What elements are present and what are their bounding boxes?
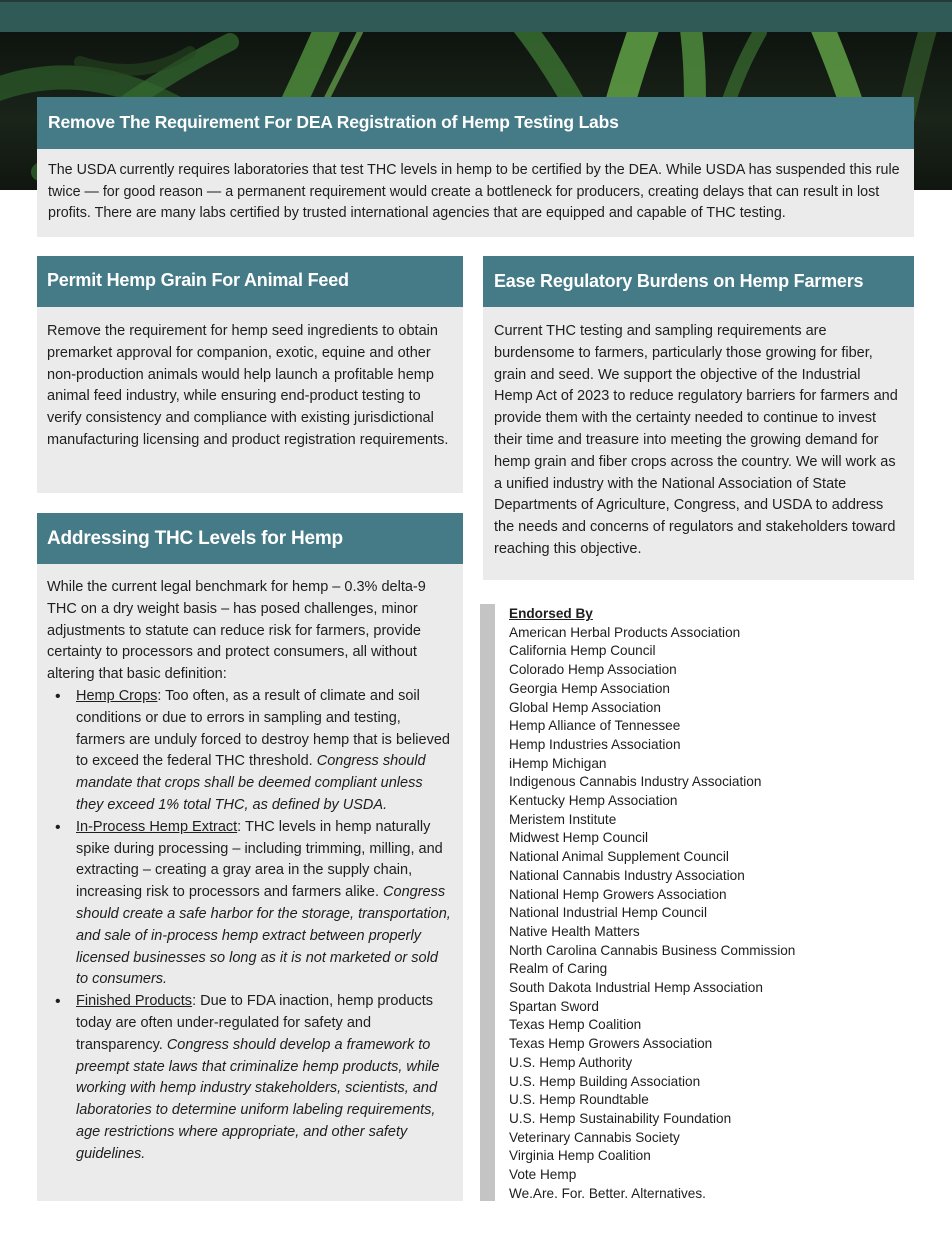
bullet-hemp-crops: [76, 686, 453, 817]
panel-title: Ease Regulatory Burdens on Hemp Farmers: [494, 271, 864, 291]
bullet-text: : THC levels in hemp naturally spike during processing – including trimming, milling, and extracting – creating a gray area in the supply chain, increasing risk to processors and farmers alike.: [76, 818, 443, 901]
endorser-item: Vote Hemp: [509, 1167, 577, 1183]
endorser-item: Global Hemp Association: [509, 699, 661, 715]
thc-bullet-list: [47, 686, 453, 1166]
bullet-term: Finished Products: [76, 993, 193, 1010]
endorser-item: Colorado Hemp Association: [509, 662, 677, 678]
endorser-item: Indigenous Cannabis Industry Association: [509, 774, 762, 790]
endorser-item: U.S. Hemp Authority: [509, 1054, 633, 1070]
endorser-item: Kentucky Hemp Association: [509, 793, 678, 809]
panel-title: Remove The Requirement For DEA Registration of Hemp Testing Labs: [48, 112, 619, 132]
endorser-item: National Animal Supplement Council: [509, 849, 729, 865]
panel-body: Remove the requirement for hemp seed ingredients to obtain premarket approval for companion, exotic, equine and other non-production animals would help launch a profitable hemp animal feed industry, while ensuring end-product testing to verify consistency and compliance with existing jurisdictional manufacturing licensing and product registration requirements.: [47, 323, 449, 448]
endorser-item: Hemp Industries Association: [509, 736, 681, 752]
bullet-text: : Too often, as a result of climate and soil conditions or due to errors in sampling and testing, farmers are unduly forced to destroy hemp that is believed to exceed the federal THC threshold.: [76, 687, 450, 770]
endorser-item: National Hemp Growers Association: [509, 886, 727, 902]
panel-title: Permit Hemp Grain For Animal Feed: [47, 270, 349, 290]
endorser-item: California Hemp Council: [509, 643, 656, 659]
endorser-item: Georgia Hemp Association: [509, 680, 670, 696]
endorser-item: U.S. Hemp Sustainability Foundation: [509, 1110, 732, 1126]
panel-title: Addressing THC Levels for Hemp: [47, 528, 343, 549]
bullet-text: : Due to FDA inaction, hemp products today are often under-regulated for safety and transparency.: [76, 993, 434, 1053]
bullet-emphasis: Congress should create a safe harbor for the storage, transportation, and sale of in-process hemp extract between properly licensed businesses so long as it is not marketed or sold to consumers.: [76, 884, 451, 988]
panel-header: [37, 256, 463, 307]
endorser-item: South Dakota Industrial Hemp Association: [509, 980, 763, 996]
endorser-item: National Industrial Hemp Council: [509, 905, 707, 921]
panel-header: [37, 513, 463, 564]
endorser-item: Realm of Caring: [509, 961, 608, 977]
endorser-item: U.S. Hemp Building Association: [509, 1073, 701, 1089]
bullet-in-process-extract: [76, 817, 453, 991]
endorsement-list: [509, 605, 795, 1204]
regulatory-burdens-panel: [483, 256, 914, 580]
bullet-emphasis: Congress should mandate that crops shall be deemed compliant unless they exceed 1% total THC, as defined by USDA.: [76, 753, 426, 813]
endorser-item: Texas Hemp Coalition: [509, 1017, 642, 1033]
thc-intro-text: While the current legal benchmark for hemp – 0.3% delta-9 THC on a dry weight basis – has posed challenges, minor adjustments to statute can reduce risk for farmers, provide certainty to processors and protect consumers, all without altering that basic definition:: [47, 579, 426, 683]
endorser-item: Texas Hemp Growers Association: [509, 1036, 713, 1052]
bullet-emphasis: Congress should develop a framework to preempt state laws that criminalize hemp products, while working with hemp industry stakeholders, scientists, and laboratories to determine uniform labeling requirements, age restrictions where appropriate, and other safety guidelines.: [76, 1036, 440, 1162]
top-color-bar: [0, 0, 952, 32]
thc-levels-panel: [37, 513, 463, 1201]
panel-body: Current THC testing and sampling requirements are burdensome to farmers, particularly those growing for fiber, grain and seed. We support the objective of the Industrial Hemp Act of 2023 to reduce regulatory barriers for farmers and provide them with the certainty needed to continue to invest their time and treasure into meeting the growing demand for hemp grain and fiber crops across the country. We will work as a unified industry with the National Association of State Departments of Agriculture, Congress, and USDA to address the needs and concerns of regulators and stakeholders toward reaching this objective.: [494, 323, 898, 557]
panel-header: [483, 256, 914, 307]
panel-body: [37, 564, 463, 1166]
endorser-item: Hemp Alliance of Tennessee: [509, 718, 681, 734]
endorsed-by-heading: Endorsed By: [509, 606, 593, 621]
bullet-term: Hemp Crops: [76, 687, 158, 704]
endorser-item: American Herbal Products Association: [509, 624, 741, 640]
panel-header: [37, 97, 914, 149]
sidebar-accent-bar: [480, 604, 495, 1201]
endorser-item: Native Health Matters: [509, 923, 640, 939]
panel-body: The USDA currently requires laboratories that test THC levels in hemp to be certified by the DEA. While USDA has suspended this rule twice — for good reason — a permanent requirement would create a bottleneck for producers, creating delays that can result in lost profits. There are many labs certified by trusted international agencies that are equipped and capable of THC testing.: [48, 162, 900, 221]
endorser-item: U.S. Hemp Roundtable: [509, 1092, 649, 1108]
endorser-item: Midwest Hemp Council: [509, 830, 649, 846]
endorser-item: National Cannabis Industry Association: [509, 867, 745, 883]
endorser-item: Spartan Sword: [509, 998, 599, 1014]
endorser-item: Virginia Hemp Coalition: [509, 1148, 651, 1164]
bullet-term: In-Process Hemp Extract: [76, 818, 238, 835]
bullet-finished-products: [76, 991, 453, 1165]
animal-feed-panel: [37, 256, 463, 493]
endorsements-sidebar: [480, 604, 914, 1201]
endorser-item: Meristem Institute: [509, 811, 617, 827]
endorser-item: North Carolina Cannabis Business Commission: [509, 942, 796, 958]
endorser-item: Veterinary Cannabis Society: [509, 1129, 680, 1145]
endorser-item: We.Are. For. Better. Alternatives.: [509, 1185, 706, 1201]
endorser-item: iHemp Michigan: [509, 755, 607, 771]
dea-registration-panel: [37, 97, 914, 237]
